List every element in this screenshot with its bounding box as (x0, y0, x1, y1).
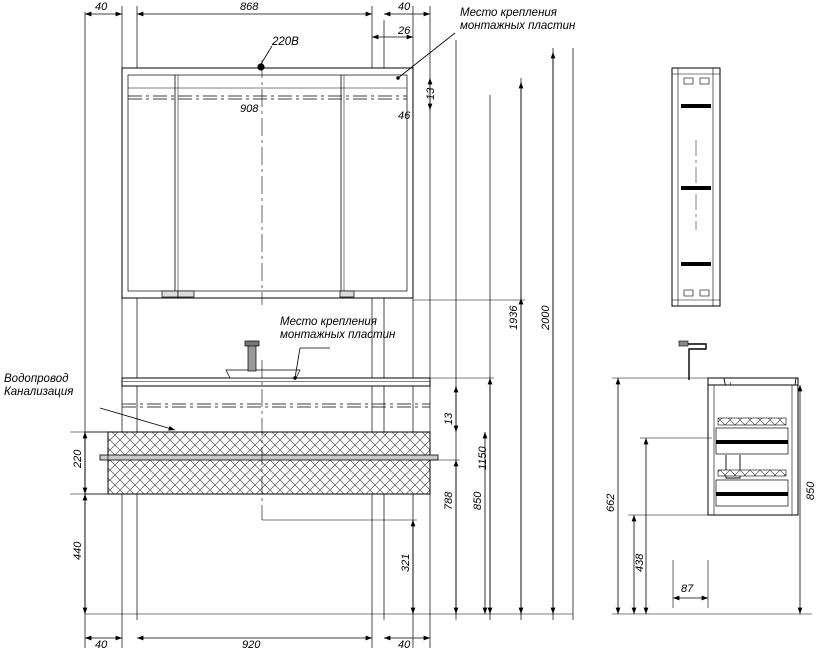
note-mount-top-line1: Место крепления (460, 7, 557, 19)
dim-1936: 1936 (508, 305, 520, 330)
dim-bottom-920: 920 (242, 639, 261, 651)
dim-46: 46 (398, 110, 411, 122)
dim-side-662: 662 (605, 493, 617, 512)
dim-13-mid: 13 (443, 412, 455, 425)
note-mount-middle-line2: монтажных пластин (280, 329, 396, 341)
dim-13-top: 13 (425, 87, 437, 100)
dim-1150: 1150 (477, 446, 489, 470)
dim-321: 321 (400, 553, 412, 572)
dimension-bottom (85, 614, 573, 638)
vanity-unit (85, 341, 438, 520)
leader-note-water (100, 408, 175, 430)
dim-side-87: 87 (681, 583, 694, 595)
dim-top-40-right: 40 (398, 1, 411, 13)
leader-note-mount-top (398, 33, 455, 78)
dim-220: 220 (72, 449, 84, 468)
cabinet-side-view (672, 68, 720, 306)
dim-788: 788 (443, 491, 455, 510)
dim-bottom-40-right: 40 (398, 639, 411, 651)
leader-note-mount-middle (295, 348, 330, 378)
dim-908: 908 (240, 103, 259, 115)
dim-top-868: 868 (240, 1, 259, 13)
dimension-321 (262, 520, 417, 614)
dim-440: 440 (72, 541, 84, 560)
dim-top-26: 26 (398, 25, 411, 37)
dim-2000: 2000 (540, 305, 552, 330)
dimension-right-heights (413, 52, 553, 614)
dim-850: 850 (472, 491, 484, 510)
dim-bottom-40-left: 40 (95, 639, 108, 651)
mirror-cabinet (122, 60, 413, 305)
note-mount-middle-line1: Место крепления (280, 316, 377, 328)
label-220v: 220В (272, 36, 299, 48)
dim-top-40-left: 40 (95, 1, 108, 13)
dim-side-438: 438 (634, 553, 646, 572)
note-water-line2: Канализация (4, 386, 74, 398)
note-water-line1: Водопровод (4, 373, 69, 385)
note-mount-top-line2: монтажных пластин (460, 20, 576, 32)
dimension-mid (430, 378, 494, 614)
vanity-side-view (679, 341, 798, 515)
power-outlet-marker (258, 46, 272, 70)
dim-side-850: 850 (805, 481, 817, 500)
